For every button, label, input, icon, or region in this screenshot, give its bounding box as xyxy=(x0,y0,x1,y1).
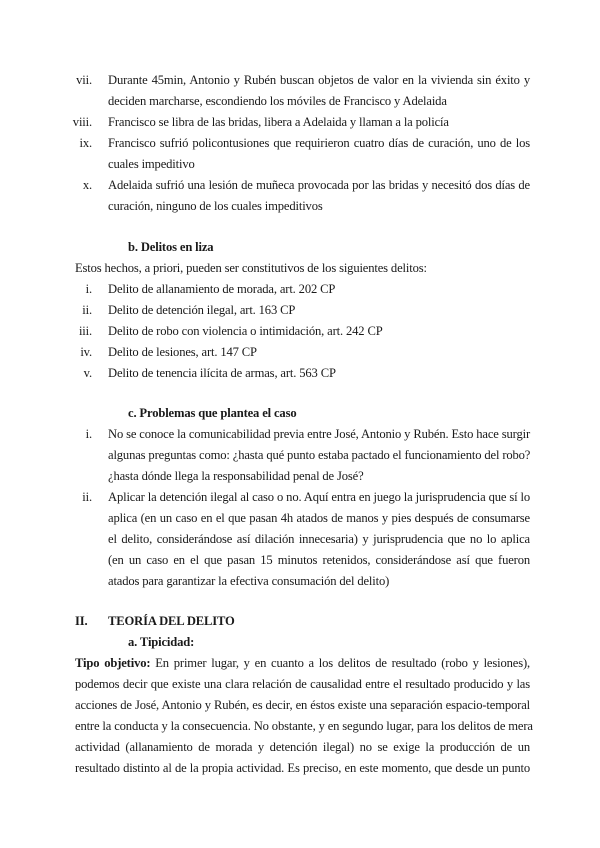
list-number: viii. xyxy=(72,115,92,129)
list-number: iv. xyxy=(80,345,92,359)
list-number: i. xyxy=(85,282,92,296)
list-item-line: No se conoce la comunicabilidad previa entre José, Antonio y Rubén. Esto hace surgir xyxy=(108,427,530,441)
paragraph-label: Tipo objetivo: xyxy=(75,656,151,670)
list-item-line: ¿hasta dónde llega la responsabilidad penal de José? xyxy=(108,469,364,483)
section-b-intro: Estos hechos, a priori, pueden ser constitutivos de los siguientes delitos: xyxy=(75,261,427,275)
paragraph-line: resultado distinto al de la propia actividad. Es preciso, en este momento, que desde un punto xyxy=(75,761,530,775)
list-item-line: Francisco se libra de las bridas, libera a Adelaida y llaman a la policía xyxy=(108,115,449,129)
list-number: i. xyxy=(85,427,92,441)
list-item: Delito de tenencia ilícita de armas, art. 563 CP xyxy=(108,366,336,380)
list-number: v. xyxy=(83,366,92,380)
list-item-line: algunas preguntas como: ¿hasta qué punto estaba pactado el funcionamiento del robo? xyxy=(108,448,531,462)
list-number: ii. xyxy=(82,490,92,504)
sub-heading-tipicidad: a. Tipicidad: xyxy=(128,635,195,649)
paragraph-line xyxy=(75,656,530,671)
list-number: iii. xyxy=(78,324,92,338)
list-item-line: atados para garantizar la efectiva consumación del delito) xyxy=(108,574,390,588)
list-item: Delito de detención ilegal, art. 163 CP xyxy=(108,303,296,317)
list-item-line: cuales impeditivo xyxy=(108,157,195,171)
list-item-line: aplica (en un caso en el que pasan 4h atados de manos y pies después de consumarse xyxy=(108,511,530,525)
list-number: vii. xyxy=(76,73,92,87)
list-number: ix. xyxy=(79,136,92,150)
list-item-line: el delito, considerándose así dilación innecesaria) y jurisprudencia que no lo aplica xyxy=(108,532,530,546)
paragraph-line: actividad (allanamiento de morada y detención ilegal) no se exige la producción de un xyxy=(75,740,530,754)
paragraph-line: entre la conducta y la consecuencia. No obstante, y en segundo lugar, para los delitos de mera xyxy=(75,719,533,733)
list-item: Delito de robo con violencia o intimidación, art. 242 CP xyxy=(108,324,383,338)
section-heading-b: b. Delitos en liza xyxy=(128,240,214,254)
list-item-line: Durante 45min, Antonio y Rubén buscan objetos de valor en la vivienda sin éxito y xyxy=(108,73,530,87)
section-title-II: TEORÍA DEL DELITO xyxy=(108,614,235,628)
section-heading-c: c. Problemas que plantea el caso xyxy=(128,406,297,420)
section-number-II: II. xyxy=(75,614,88,628)
paragraph-text: En primer lugar, y en cuanto a los delitos de resultado (robo y lesiones), xyxy=(150,656,530,670)
list-item-line: (en un caso en el que pasan 15 minutos retenidos, considerándose así que fueron xyxy=(108,553,530,567)
list-item-line: curación, ninguno de los cuales impeditivos xyxy=(108,199,323,213)
list-item-line: Aplicar la detención ilegal al caso o no. Aquí entra en juego la jurisprudencia que sí lo xyxy=(108,490,530,504)
list-number: x. xyxy=(82,178,92,192)
list-item-line: Adelaida sufrió una lesión de muñeca provocada por las bridas y necesitó dos días de xyxy=(108,178,530,192)
list-item: Delito de allanamiento de morada, art. 202 CP xyxy=(108,282,336,296)
paragraph-line: podemos decir que existe una clara relación de causalidad entre el resultado producido y las xyxy=(75,677,530,691)
paragraph-line: acciones de José, Antonio y Rubén, es decir, en éstos existe una separación espacio-temporal xyxy=(75,698,530,712)
list-item: Delito de lesiones, art. 147 CP xyxy=(108,345,257,359)
list-item-line: Francisco sufrió policontusiones que requirieron cuatro días de curación, uno de los xyxy=(108,136,530,150)
list-number: ii. xyxy=(82,303,92,317)
list-item-line: deciden marcharse, escondiendo los móviles de Francisco y Adelaida xyxy=(108,94,447,108)
